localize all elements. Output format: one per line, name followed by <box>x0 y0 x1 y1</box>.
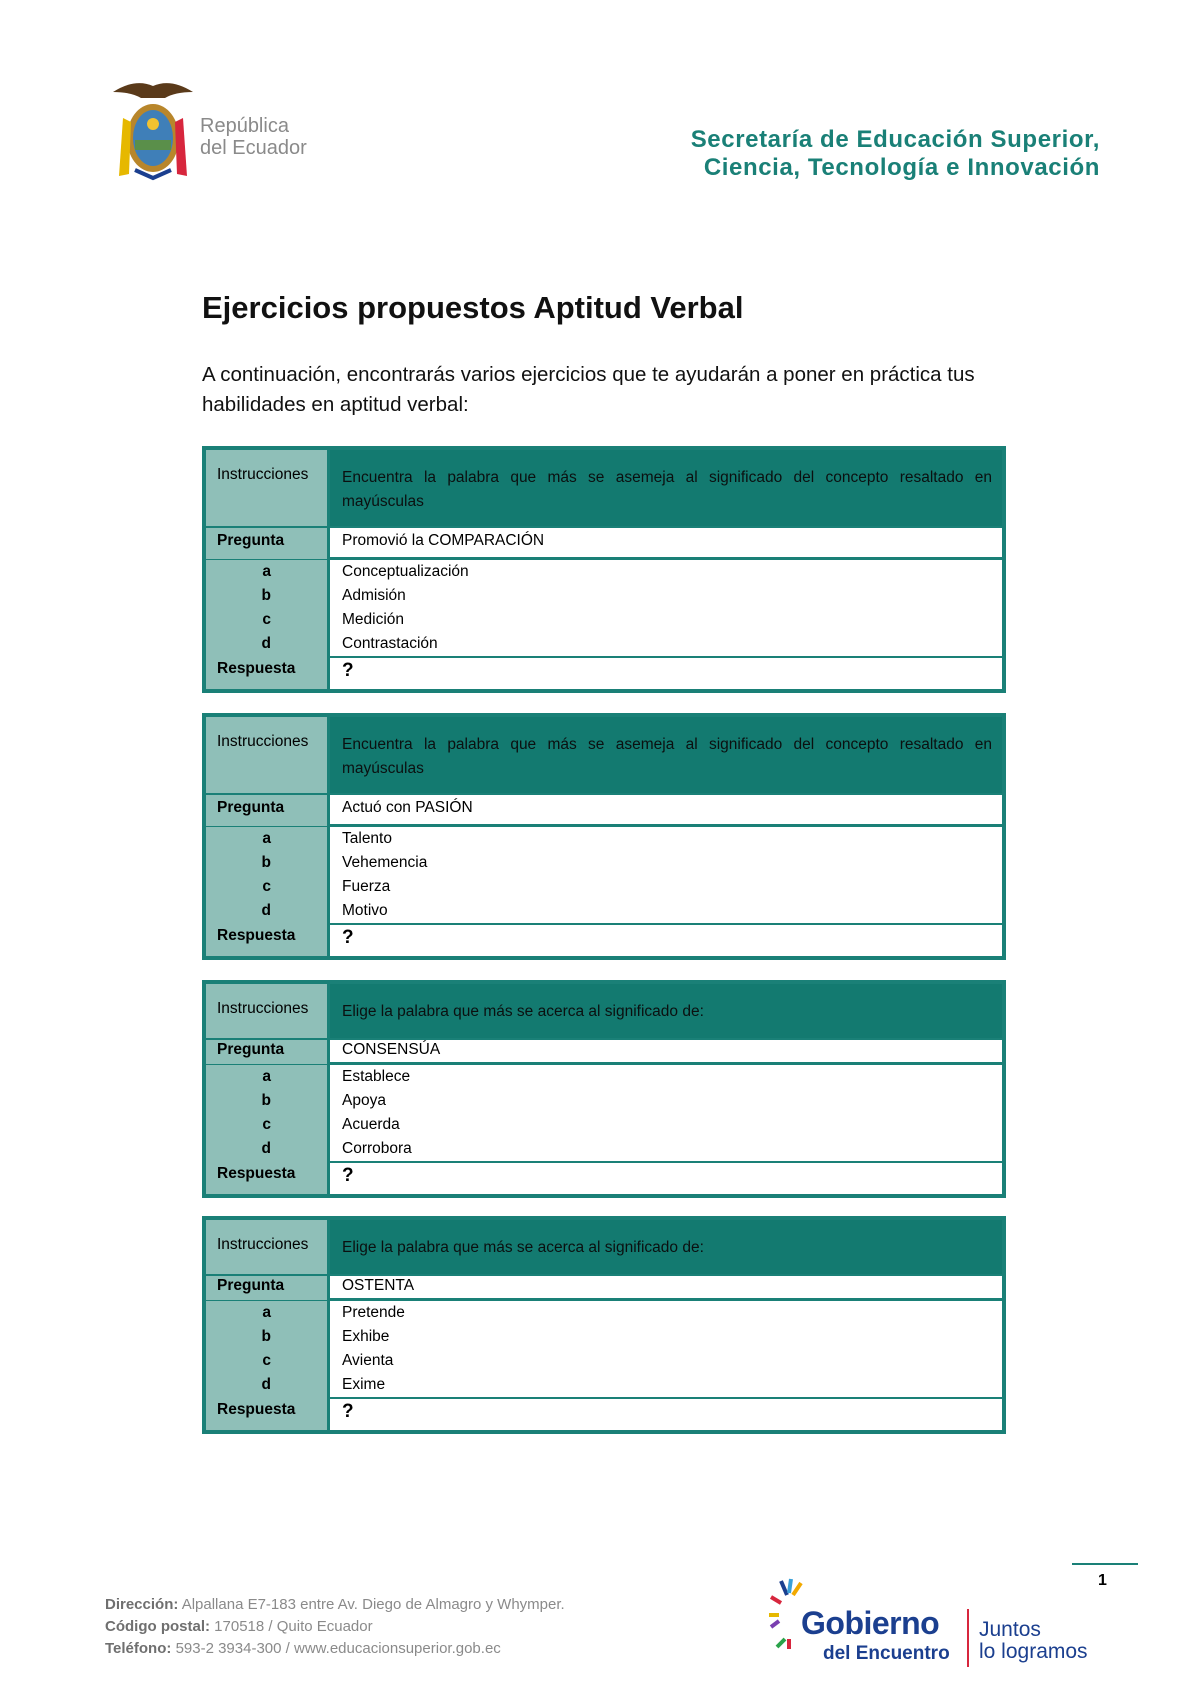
page-number-rule <box>1072 1563 1138 1565</box>
gobierno-logo <box>767 1575 1107 1675</box>
respuesta-label: Respuesta <box>206 658 330 689</box>
options-row <box>206 1300 1002 1399</box>
telefono-value: 593-2 3934-300 / www.educacionsuperior.gob.ec <box>175 1640 501 1657</box>
pregunta-row <box>206 1274 1002 1300</box>
option-letters <box>206 560 330 658</box>
answer-text: ? <box>342 927 354 948</box>
logo-line-1: República <box>200 115 289 137</box>
gobierno-subtitle: del Encuentro <box>823 1643 950 1664</box>
option-c: Avienta <box>342 1352 394 1369</box>
instrucciones-label: Instrucciones <box>206 984 330 1038</box>
question-text: Actuó con PASIÓN <box>330 795 1002 826</box>
respuesta-label: Respuesta <box>206 1399 330 1430</box>
option-letter-d: d <box>261 902 271 919</box>
coat-of-arms-icon <box>105 78 201 182</box>
instruction-row <box>206 717 1002 793</box>
answer-text: ? <box>342 1165 354 1186</box>
option-letter-c: c <box>262 878 271 895</box>
instrucciones-label: Instrucciones <box>206 450 330 526</box>
option-letter-d: d <box>261 635 271 652</box>
option-letters <box>206 1065 330 1163</box>
gobierno-title: Gobierno <box>801 1605 940 1641</box>
option-letter-d: d <box>261 1140 271 1157</box>
option-d: Corrobora <box>342 1140 412 1157</box>
secretaria-title <box>691 126 1100 182</box>
option-letter-a: a <box>262 563 271 580</box>
instruction-text: Elige la palabra que más se acerca al significado de: <box>330 1220 1002 1274</box>
option-values <box>330 827 1002 925</box>
respuesta-label: Respuesta <box>206 1163 330 1194</box>
exercise-table-3 <box>202 980 1006 1198</box>
juntos-slogan <box>979 1619 1088 1663</box>
option-c: Acuerda <box>342 1116 400 1133</box>
option-letter-a: a <box>262 1068 271 1085</box>
option-a: Pretende <box>342 1304 405 1321</box>
codigo-postal-label: Código postal: <box>105 1618 210 1635</box>
exercise-table-2 <box>202 713 1006 960</box>
direccion-value: Alpallana E7-183 entre Av. Diego de Almagro y Whymper. <box>181 1596 565 1613</box>
juntos-line-1: Juntos <box>979 1618 1041 1641</box>
option-values <box>330 1065 1002 1163</box>
options-row <box>206 1064 1002 1163</box>
pregunta-row <box>206 526 1002 559</box>
secretaria-line-1: Secretaría de Educación Superior, <box>690 126 1100 153</box>
pregunta-label: Pregunta <box>206 528 330 559</box>
option-letter-b: b <box>261 854 271 871</box>
option-values <box>330 560 1002 658</box>
question-text: Promovió la COMPARACIÓN <box>330 528 1002 559</box>
option-letter-a: a <box>262 1304 271 1321</box>
document-title: Ejercicios propuestos Aptitud Verbal <box>202 290 744 325</box>
exercise-table-1 <box>202 446 1006 693</box>
instruction-text: Encuentra la palabra que más se asemeja al significado del concepto resaltado en mayúsculas <box>330 450 1002 526</box>
instruction-row <box>206 1220 1002 1274</box>
option-letters <box>206 1301 330 1399</box>
option-values <box>330 1301 1002 1399</box>
gobierno-separator <box>967 1609 969 1667</box>
instruction-row <box>206 984 1002 1038</box>
option-letter-b: b <box>261 587 271 604</box>
option-a: Talento <box>342 830 392 847</box>
option-b: Vehemencia <box>342 854 428 871</box>
footer-direccion <box>105 1594 565 1616</box>
respuesta-label: Respuesta <box>206 925 330 956</box>
pregunta-label: Pregunta <box>206 1276 330 1300</box>
republica-logo <box>105 78 345 188</box>
respuesta-row <box>206 925 1002 956</box>
question-text: CONSENSÚA <box>330 1040 1002 1064</box>
footer-codigo-postal <box>105 1616 565 1638</box>
option-b: Apoya <box>342 1092 386 1109</box>
instruction-text: Encuentra la palabra que más se asemeja al significado del concepto resaltado en mayúsculas <box>330 717 1002 793</box>
intro-paragraph: A continuación, encontrarás varios ejercicios que te ayudarán a poner en práctica tus habilidades en aptitud verbal: <box>202 363 975 416</box>
pregunta-row <box>206 1038 1002 1064</box>
answer-text: ? <box>342 660 354 681</box>
options-row <box>206 559 1002 658</box>
footer-address <box>105 1594 565 1660</box>
option-letter-c: c <box>262 1352 271 1369</box>
pregunta-label: Pregunta <box>206 1040 330 1064</box>
respuesta-row <box>206 658 1002 689</box>
page-number: 1 <box>1098 1572 1107 1589</box>
respuesta-row <box>206 1399 1002 1430</box>
option-b: Exhibe <box>342 1328 390 1345</box>
option-d: Exime <box>342 1376 386 1393</box>
option-a: Conceptualización <box>342 563 469 580</box>
question-text: OSTENTA <box>330 1276 1002 1300</box>
pregunta-row <box>206 793 1002 826</box>
republica-logo-text <box>200 115 307 159</box>
direccion-label: Dirección: <box>105 1596 179 1613</box>
option-a: Establece <box>342 1068 411 1085</box>
option-letter-c: c <box>262 611 271 628</box>
pregunta-label: Pregunta <box>206 795 330 826</box>
option-d: Motivo <box>342 902 388 919</box>
option-letter-b: b <box>261 1092 271 1109</box>
option-c: Medición <box>342 611 405 628</box>
option-letter-d: d <box>261 1376 271 1393</box>
instruction-text: Elige la palabra que más se acerca al significado de: <box>330 984 1002 1038</box>
options-row <box>206 826 1002 925</box>
option-c: Fuerza <box>342 878 391 895</box>
respuesta-row <box>206 1163 1002 1194</box>
instruction-row <box>206 450 1002 526</box>
logo-line-2: del Ecuador <box>200 137 307 159</box>
juntos-line-2: lo logramos <box>979 1640 1088 1663</box>
instrucciones-label: Instrucciones <box>206 1220 330 1274</box>
exercise-table-4 <box>202 1216 1006 1434</box>
option-d: Contrastación <box>342 635 438 652</box>
option-letter-c: c <box>262 1116 271 1133</box>
page-header <box>0 0 1200 200</box>
option-letter-b: b <box>261 1328 271 1345</box>
option-b: Admisión <box>342 587 406 604</box>
option-letter-a: a <box>262 830 271 847</box>
secretaria-line-2: Ciencia, Tecnología e Innovación <box>703 154 1100 181</box>
answer-text: ? <box>342 1401 354 1422</box>
codigo-postal-value: 170518 / Quito Ecuador <box>214 1618 373 1635</box>
telefono-label: Teléfono: <box>105 1640 172 1657</box>
option-letters <box>206 827 330 925</box>
instrucciones-label: Instrucciones <box>206 717 330 793</box>
footer-telefono <box>105 1638 565 1660</box>
